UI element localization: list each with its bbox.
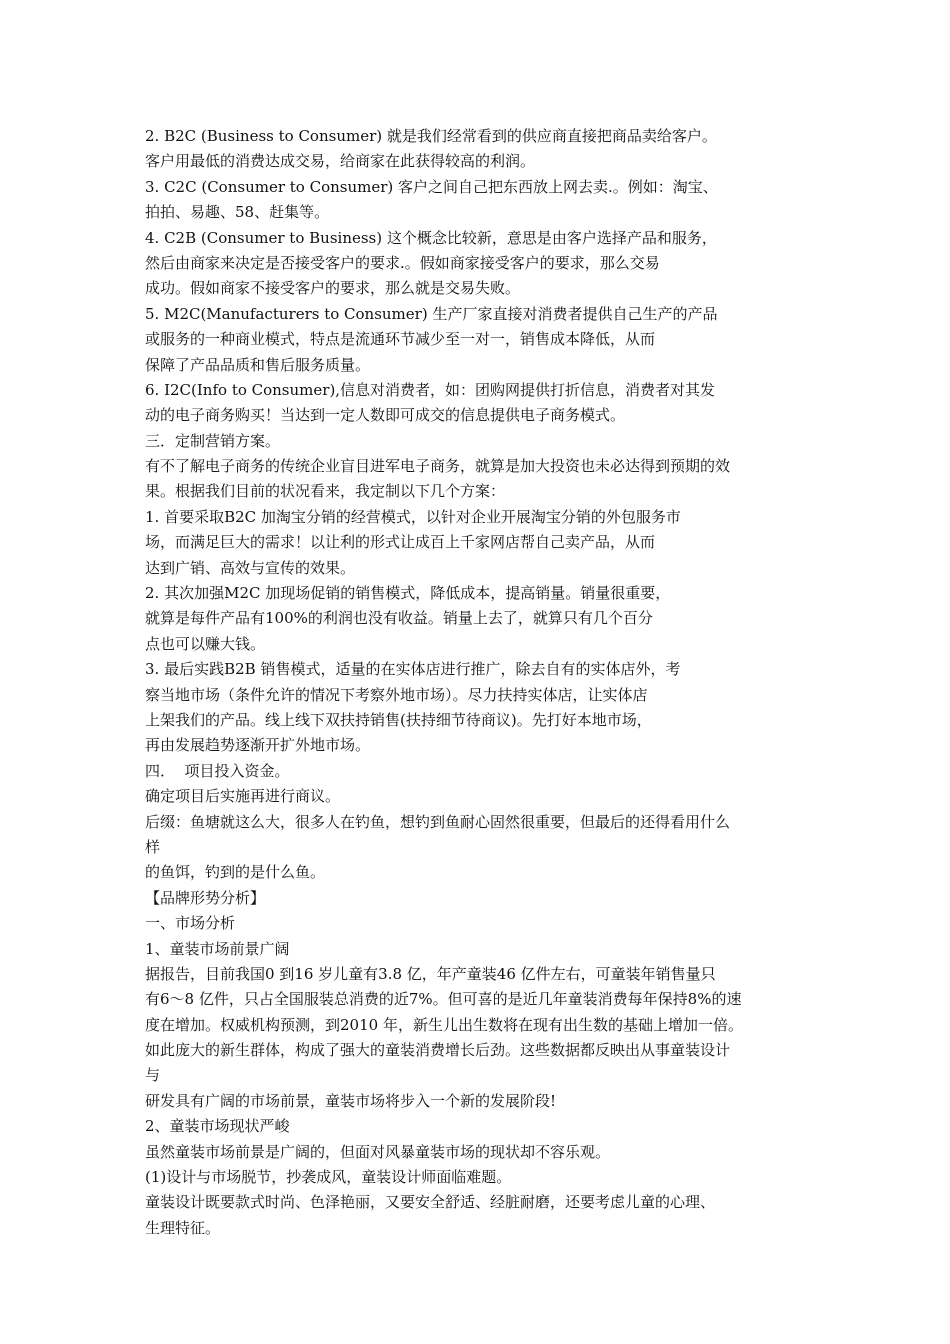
text-line: 点也可以赚大钱。 [145, 634, 266, 653]
text-line: 6. I2C(Info to Consumer),信息对消费者，如：团购网提供打折信息，消费者对其发 [145, 380, 716, 399]
text-line: 据报告，目前我国0 到16 岁儿童有3.8 亿，年产童装46 亿件左右，可童装年销售量只 [145, 964, 716, 983]
text-line: 再由发展趋势逐渐开扩外地市场。 [145, 736, 371, 755]
text-line: (1)设计与市场脱节，抄袭成风，童装设计师面临难题。 [145, 1168, 512, 1187]
text-line: 【品牌形势分析】 [145, 888, 266, 907]
text-line: 童装设计既要款式时尚、色泽艳丽，又要安全舒适、经脏耐磨，还要考虑儿童的心理、 [145, 1193, 716, 1212]
text-line: 有6～8 亿件，只占全国服装总消费的近7%。但可喜的是近几年童装消费每年保持8%的速 [145, 990, 742, 1009]
document-body [145, 124, 810, 1241]
text-line: 保障了产品品质和售后服务质量。 [145, 355, 371, 374]
text-line: 2. B2C (Business to Consumer) 就是我们经常看到的供应商直接把商品卖给客户。 [145, 127, 717, 145]
text-line: 与 [145, 1066, 161, 1085]
text-line: 生理特征。 [145, 1218, 221, 1237]
text-line: 察当地市场（条件允许的情况下考察外地市场）。尽力扶持实体店，让实体店 [145, 685, 648, 704]
text-line: 拍拍、易趣、58、赶集等。 [145, 203, 330, 222]
text-line: 2. 其次加强M2C 加现场促销的销售模式，降低成本，提高销量。销量很重要， [145, 584, 671, 603]
text-line: 一、市场分析 [145, 914, 236, 933]
text-line: 场，而满足巨大的需求！以让利的形式让成百上千家网店帮自己卖产品，从而 [145, 533, 656, 552]
text-line: 就算是每件产品有100%的利润也没有收益。销量上去了，就算只有几个百分 [145, 609, 653, 628]
text-line: 后缀：鱼塘就这么大，很多人在钓鱼，想钓到鱼耐心固然很重要，但最后的还得看用什么 [145, 812, 731, 831]
text-line: 四． 项目投入资金。 [145, 761, 290, 780]
text-line: 如此庞大的新生群体，构成了强大的童装消费增长后劲。这些数据都反映出从事童装设计 [145, 1041, 731, 1060]
text-line: 确定项目后实施再进行商议。 [145, 787, 341, 806]
text-line: 三．定制营销方案。 [145, 431, 281, 450]
text-line: 1. 首要采取B2C 加淘宝分销的经营模式，以针对企业开展淘宝分销的外包服务市 [145, 507, 681, 526]
text-line: 3. C2C (Consumer to Consumer) 客户之间自己把东西放上网去卖.。例如：淘宝、 [145, 177, 718, 196]
text-line: 达到广销、高效与宣传的效果。 [145, 558, 356, 577]
text-line: 样 [145, 837, 161, 856]
text-line: 5. M2C(Manufacturers to Consumer) 生产厂家直接对消费者提供自己生产的产品 [145, 304, 718, 323]
text-line: 研发具有广阔的市场前景，童装市场将步入一个新的发展阶段! [145, 1091, 557, 1110]
text-line: 度在增加。权威机构预测，到2010 年，新生儿出生数将在现有出生数的基础上增加一倍。 [145, 1015, 743, 1034]
text-line: 4. C2B (Consumer to Business) 这个概念比较新，意思是由客户选择产品和服务， [145, 228, 717, 247]
text-line: 客户用最低的消费达成交易，给商家在此获得较高的利润。 [145, 152, 536, 171]
text-line: 果。根据我们目前的状况看来，我定制以下几个方案： [145, 482, 506, 501]
text-line: 有不了解电子商务的传统企业盲目进军电子商务，就算是加大投资也未必达得到预期的效 [145, 457, 731, 476]
text-line: 然后由商家来决定是否接受客户的要求.。假如商家接受客户的要求，那么交易 [145, 253, 660, 272]
text-line: 3. 最后实践B2B 销售模式，适量的在实体店进行推广，除去自有的实体店外，考 [145, 660, 681, 679]
text-line: 或服务的一种商业模式，特点是流通环节减少至一对一，销售成本降低，从而 [145, 330, 656, 349]
text-line: 的鱼饵，钓到的是什么鱼。 [145, 863, 326, 882]
text-line: 2、童装市场现状严峻 [145, 1117, 290, 1136]
text-line: 虽然童装市场前景是广阔的，但面对风暴童装市场的现状却不容乐观。 [145, 1142, 611, 1161]
text-line: 动的电子商务购买！当达到一定人数即可成交的信息提供电子商务模式。 [145, 406, 626, 425]
text-line: 上架我们的产品。线上线下双扶持销售(扶持细节待商议)。先打好本地市场， [145, 710, 652, 729]
text-line: 1、童装市场前景广阔 [145, 939, 290, 958]
text-line: 成功。假如商家不接受客户的要求，那么就是交易失败。 [145, 279, 521, 298]
